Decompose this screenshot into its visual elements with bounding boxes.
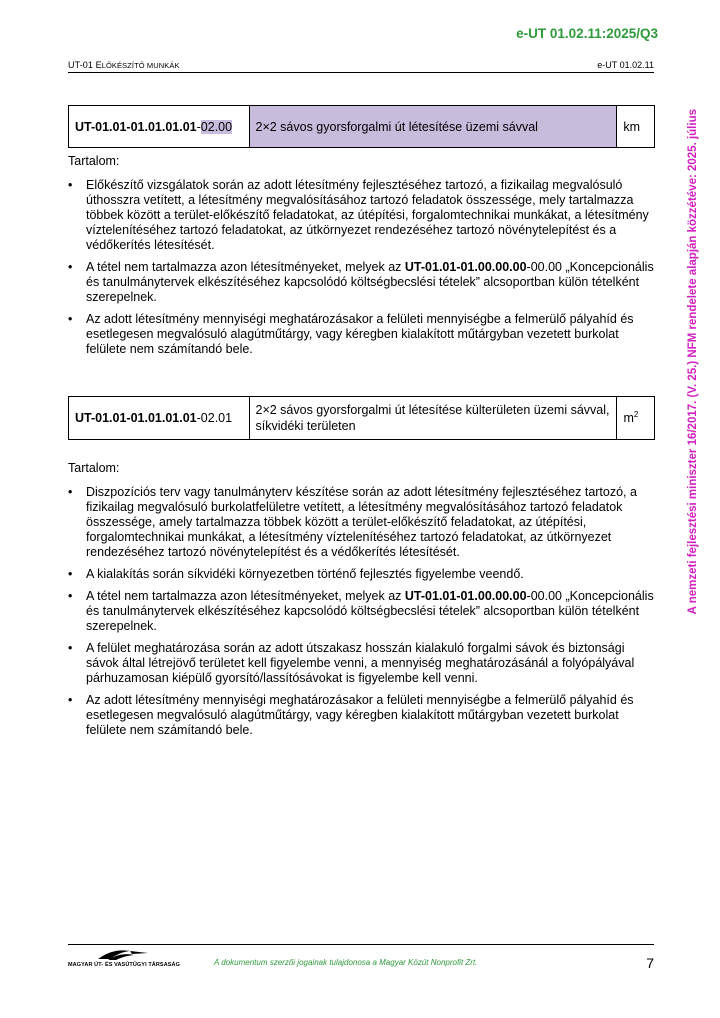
list-item-text: -00.00 „Koncepcionális és tanulmánytervek elkészítéséhez kapcsolódó költségbecslési tételek” alcsoportban külön tételként szerepelnek. (86, 260, 654, 304)
header-doc-ref: e-UT 01.02.11 (597, 60, 654, 70)
item-unit-sup: 2 (633, 410, 639, 420)
item-title: 2×2 sávos gyorsforgalmi út létesítése külterületen üzemi sávval, síkvidéki területen (249, 397, 617, 440)
list-item-ref-code: UT-01.01-01.00.00.00 (404, 260, 527, 274)
item-code-suffix: 02.00 (200, 119, 233, 134)
list-item (68, 693, 658, 738)
item-code (69, 106, 250, 148)
list-item-text: A kialakítás során síkvidéki környezetben történő fejlesztés figyelembe veendő. (86, 567, 524, 581)
header-section-prefix: UT-01 E (68, 60, 102, 70)
list-item (68, 485, 658, 560)
side-publication-note (683, 92, 703, 632)
society-logo (68, 946, 180, 968)
list-item-text: A felület meghatározása során az adott útszakasz hosszán kialakuló forgalmi sávok és biztonsági sávok által létrejövő területet kell figyelembe venni, a mennyiség meghatározásánál a folyópályával párhuzamosan kiépülő gyorsító/lassítósávokat is figyelembe kell venni. (86, 641, 635, 685)
item1-content-list (68, 178, 658, 364)
list-item-text: Előkészítő vizsgálatok során az adott létesítmény fejlesztéséhez tartozó, a fizikailag megvalósuló úthosszra vetített, a létesítmény megvalósításához tartozó feladatok összessége, mely tartalmazza többek között a terület-előkészítő feladatokat, az útépítési, forgalomtechnikai munkákat, a létesítmény víztelenítéséhez tartozó feladatokat, az útkörnyezet rendezéséhez tartozó növénytelepítést és a védőkerítés létesítését. (86, 178, 649, 252)
header-section-title (68, 60, 180, 70)
item-code (69, 397, 250, 440)
content-label: Tartalom: (68, 154, 120, 168)
item-unit: km (617, 106, 655, 148)
list-item-text: Az adott létesítmény mennyiségi meghatározásakor a felületi mennyiségbe a felmerülő pályahíd és esetlegesen megvalósuló alagútműtárgy, vagy kéregben kialakított műtárgyban vezetett burkolat felülete nem számítandó bele. (86, 312, 634, 356)
list-item-text: Az adott létesítmény mennyiségi meghatározásakor a felületi mennyiségbe a felmerülő pályahíd és esetlegesen megvalósuló alagútműtárgy, vagy kéregben kialakított műtárgyban vezetett burkolat felülete nem számítandó bele. (86, 693, 634, 737)
page-number: 7 (646, 955, 654, 971)
item-unit-base: m (623, 411, 634, 426)
item-unit (617, 397, 655, 440)
list-item (68, 589, 658, 634)
item-table-02-01 (68, 396, 655, 440)
item-code-bold: UT-01.01-01.01.01.01 (75, 119, 197, 134)
footer-divider (68, 944, 654, 945)
footer-copyright: A dokumentum szerzői jogainak tulajdonosa a Magyar Közút Nonprofit Zrt. (214, 958, 478, 967)
document-code: e-UT 01.02.11:2025/Q3 (516, 26, 658, 41)
list-item (68, 641, 658, 686)
logo-swoosh-icon (68, 946, 168, 962)
list-item-text: A tétel nem tartalmazza azon létesítményeket, melyek az (86, 589, 405, 603)
item-code-suffix: -02.01 (196, 411, 233, 425)
header-divider (68, 72, 654, 73)
content-label: Tartalom: (68, 461, 120, 475)
list-item-text: Diszpozíciós terv vagy tanulmányterv készítése során az adott létesítmény fejlesztéséhez tartozó, a fizikailag megvalósuló burkolatfelületre vetített, a létesítmény megvalósításához tartozó feladatok összessége, amely tartalmazza többek között a terület-előkészítő feladatokat, az útépítési, forgalomtechnikai munkákat, a létesítmény víztelenítéséhez tartozó feladatokat, az útkörnyezet rendezéséhez tartozó növénytelepítést és a védőkerítés létesítését. (86, 485, 637, 559)
list-item-ref-code: UT-01.01-01.00.00.00 (404, 589, 527, 603)
list-item-text: -00.00 „Koncepcionális és tanulmánytervek elkészítéséhez kapcsolódó költségbecslési tételek” alcsoportban külön tételként szerepelnek. (86, 589, 654, 633)
list-item (68, 260, 658, 305)
item-title: 2×2 sávos gyorsforgalmi út létesítése üzemi sávval (249, 106, 617, 148)
list-item (68, 567, 658, 582)
header-section-rest: LŐKÉSZÍTŐ MUNKÁK (101, 61, 180, 70)
item-code-bold: UT-01.01-01.01.01.01 (75, 411, 197, 425)
item-table-02-00 (68, 105, 655, 148)
list-item (68, 178, 658, 253)
side-note-text: A nemzeti fejlesztési miniszter 16/2017. (V. 25.) NFM rendelete alapján közzétéve: 2025. július (687, 109, 699, 615)
list-item-text: A tétel nem tartalmazza azon létesítményeket, melyek az (86, 260, 405, 274)
logo-text: MAGYAR ÚT- ÉS VASÚTÜGYI TÁRSASÁG (68, 962, 180, 968)
item2-content-list (68, 485, 658, 745)
item-code-dash: - (196, 119, 201, 134)
list-item (68, 312, 658, 357)
